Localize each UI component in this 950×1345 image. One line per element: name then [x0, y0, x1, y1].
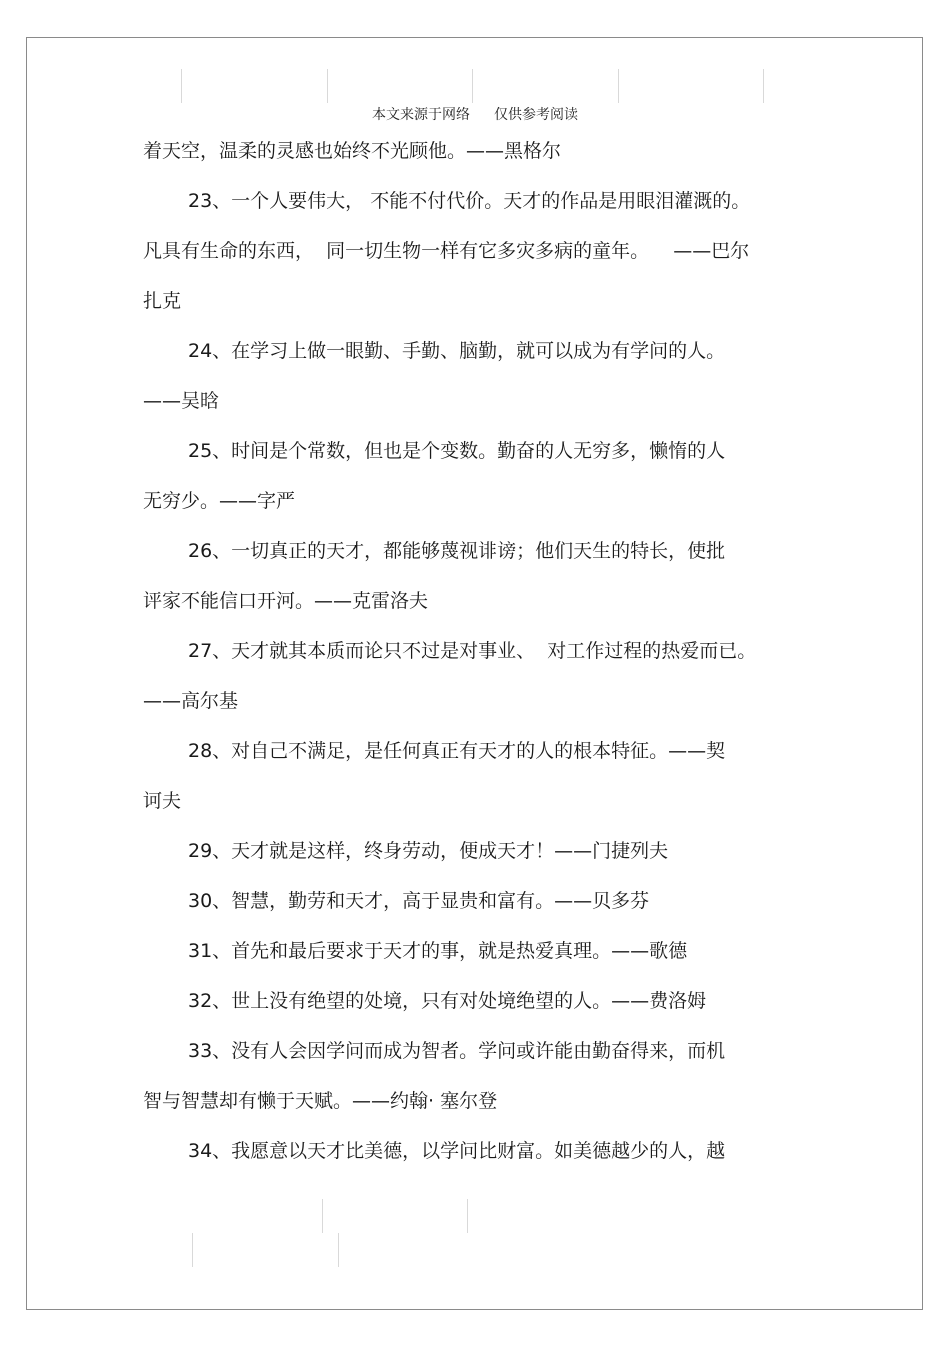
text-line: 31、首先和最后要求于天才的事，就是热爱真理。——歌德	[188, 940, 688, 962]
header-source: 本文来源于网络	[372, 107, 470, 123]
text-line: 24、在学习上做一眼勤、手勤、脑勤，就可以成为有学问的人。	[188, 340, 726, 362]
guide-line	[338, 1233, 339, 1267]
text-line: 32、世上没有绝望的处境，只有对处境绝望的人。——费洛姆	[188, 990, 707, 1012]
text-line: 30、智慧，勤劳和天才，高于显贵和富有。——贝多芬	[188, 890, 650, 912]
guide-line	[322, 1199, 323, 1233]
text-line: 诃夫	[143, 790, 182, 812]
text-line: 23、一个人要伟大， 不能不付代价。天才的作品是用眼泪灌溉的。	[188, 190, 751, 212]
text-line: 34、我愿意以天才比美德，以学问比财富。如美德越少的人，越	[188, 1140, 726, 1162]
guide-line	[467, 1199, 468, 1233]
text-line: 26、一切真正的天才，都能够蔑视诽谤；他们天生的特长，使批	[188, 540, 726, 562]
text-line: ——吴晗	[143, 390, 220, 412]
text-line: 33、没有人会因学问而成为智者。学问或许能由勤奋得来，而机	[188, 1040, 726, 1062]
guide-line	[181, 69, 182, 103]
guide-line	[327, 69, 328, 103]
text-line: 智与智慧却有懒于天赋。——约翰· 塞尔登	[143, 1090, 498, 1112]
text-line: ——高尔基	[143, 690, 239, 712]
text-line: 27、天才就其本质而论只不过是对事业、 对工作过程的热爱而已。	[188, 640, 757, 662]
text-line: 25、时间是个常数，但也是个变数。勤奋的人无穷多，懒惰的人	[188, 440, 726, 462]
text-line: 凡具有生命的东西， 同一切生物一样有它多灾多病的童年。 ——巴尔	[143, 240, 750, 262]
text-line: 评家不能信口开河。——克雷洛夫	[143, 590, 429, 612]
page-header	[0, 104, 950, 124]
text-line: 29、天才就是这样，终身劳动，便成天才！——门捷列夫	[188, 840, 669, 862]
text-line: 28、对自己不满足，是任何真正有天才的人的根本特征。——契	[188, 740, 726, 762]
guide-line	[763, 69, 764, 103]
page-border	[26, 37, 923, 1310]
text-line: 着天空，温柔的灵感也始终不光顾他。——黑格尔	[143, 140, 562, 162]
text-line: 无穷少。——字严	[143, 490, 296, 512]
text-line: 扎克	[143, 290, 182, 312]
guide-line	[472, 69, 473, 103]
guide-line	[192, 1233, 193, 1267]
header-notice: 仅供参考阅读	[494, 107, 578, 123]
guide-line	[618, 69, 619, 103]
